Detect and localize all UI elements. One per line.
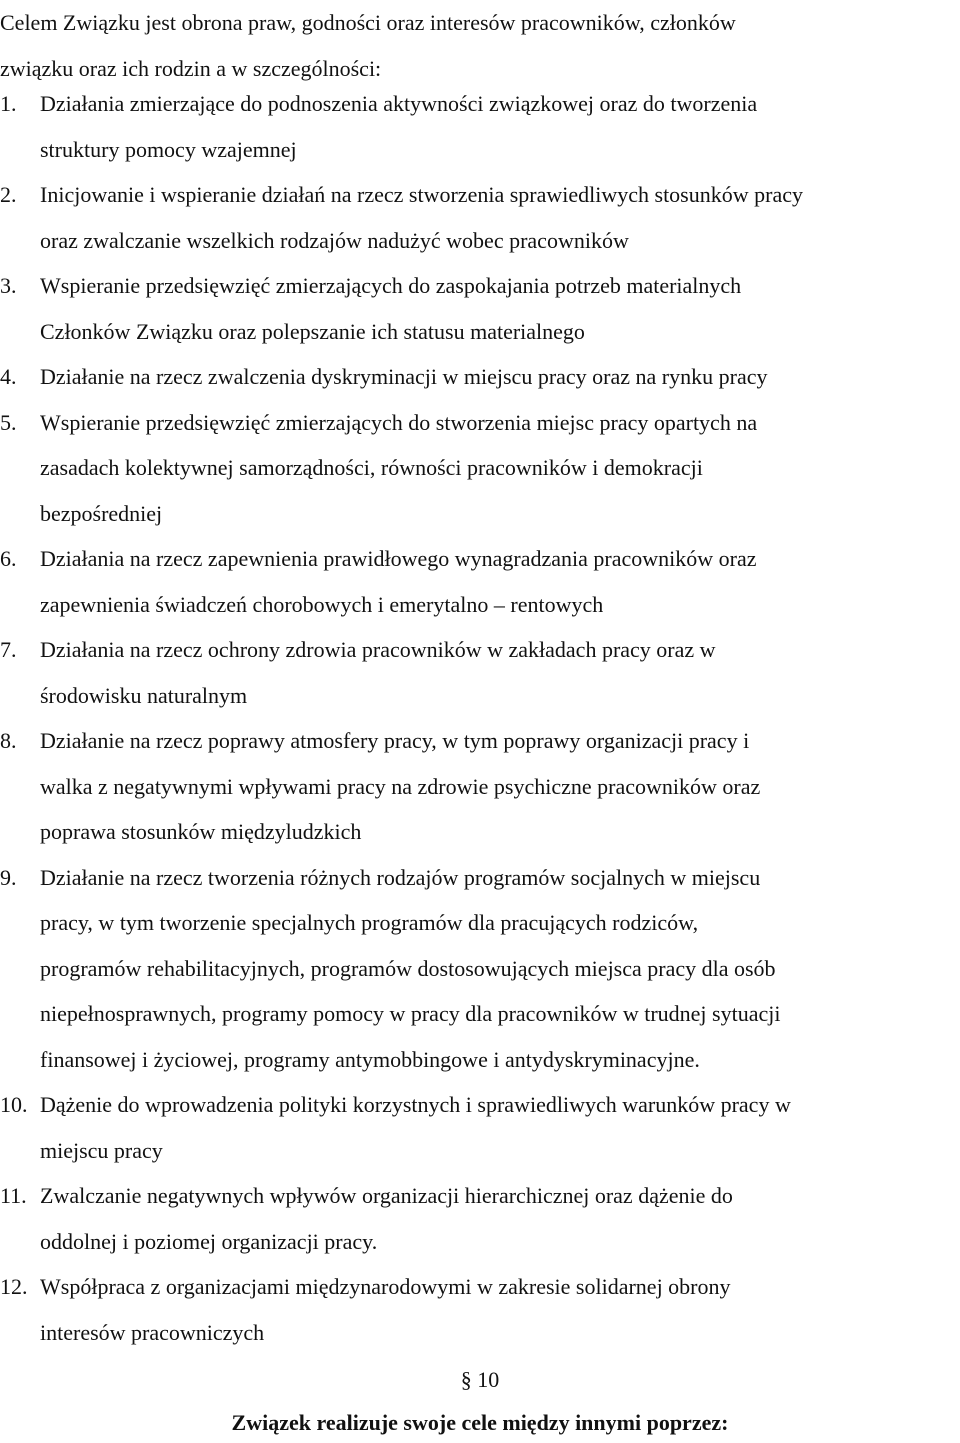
list-item-number: 6. bbox=[0, 546, 17, 571]
list-item bbox=[0, 627, 955, 718]
intro-line: związku oraz ich rodzin a w szczególności: bbox=[0, 55, 382, 81]
list-item-line: programów rehabilitacyjnych, programów dostosowujących miejsca pracy dla osób bbox=[40, 955, 776, 981]
list-item-line: Dążenie do wprowadzenia polityki korzystnych i sprawiedliwych warunków pracy w bbox=[40, 1092, 791, 1117]
list-item-line: zapewnienia świadczeń chorobowych i emerytalno – rentowych bbox=[40, 591, 604, 617]
list-item-number: 9. bbox=[0, 864, 17, 890]
list-item-number: 3. bbox=[0, 273, 17, 298]
list-item-text bbox=[40, 354, 955, 400]
list-item bbox=[0, 400, 955, 537]
list-item-line: walka z negatywnymi wpływami pracy na zdrowie psychiczne pracowników oraz bbox=[40, 773, 761, 799]
list-item-text bbox=[40, 400, 955, 537]
list-item-line: oraz zwalczanie wszelkich rodzajów nadużyć wobec pracowników bbox=[40, 227, 629, 253]
list-item bbox=[0, 354, 955, 400]
list-item-line: Działania zmierzające do podnoszenia aktywności związkowej oraz do tworzenia bbox=[40, 91, 758, 116]
list-item-line: Wspieranie przedsięwzięć zmierzających do stworzenia miejsc pracy opartych na bbox=[40, 409, 758, 435]
list-item bbox=[0, 172, 955, 263]
list-item-line: pracy, w tym tworzenie specjalnych programów dla pracujących rodziców, bbox=[40, 910, 699, 935]
list-item-text bbox=[40, 172, 955, 263]
list-item-text bbox=[40, 627, 955, 718]
list-item-text bbox=[40, 263, 955, 354]
list-item-line: Działania na rzecz zapewnienia prawidłowego wynagradzania pracowników oraz bbox=[40, 546, 757, 571]
list-item-number: 11. bbox=[0, 1183, 27, 1208]
list-item bbox=[0, 263, 955, 354]
list-item-line: finansowej i życiowej, programy antymobbingowe i antydyskryminacyjne. bbox=[40, 1046, 700, 1072]
list-item-line: Zwalczanie negatywnych wpływów organizacji hierarchicznej oraz dążenie do bbox=[40, 1183, 733, 1208]
section-number: § 10 bbox=[460, 1367, 500, 1392]
list-item-line: Inicjowanie i wspieranie działań na rzecz stworzenia sprawiedliwych stosunków pracy bbox=[40, 182, 803, 207]
list-item-line: poprawa stosunków międzyludzkich bbox=[40, 819, 362, 844]
list-item-text bbox=[40, 81, 955, 172]
section-heading: Związek realizuje swoje cele między innymi poprzez: bbox=[231, 1410, 729, 1435]
list-item-number: 12. bbox=[0, 1274, 28, 1299]
list-item-line: struktury pomocy wzajemnej bbox=[40, 136, 297, 162]
list-item-line: zasadach kolektywnej samorządności, równości pracowników i demokracji bbox=[40, 455, 703, 480]
list-item-line: Współpraca z organizacjami międzynarodowymi w zakresie solidarnej obrony bbox=[40, 1274, 731, 1299]
list-item bbox=[0, 1264, 955, 1355]
list-item-line: Działanie na rzecz tworzenia różnych rodzajów programów socjalnych w miejscu bbox=[40, 864, 761, 890]
list-item-line: oddolnej i poziomej organizacji pracy. bbox=[40, 1228, 378, 1254]
list-item-text bbox=[40, 536, 955, 627]
list-item-text bbox=[40, 855, 955, 1083]
list-item bbox=[0, 1082, 955, 1173]
list-item-number: 5. bbox=[0, 409, 17, 435]
intro-paragraph bbox=[0, 0, 955, 91]
list-item-number: 7. bbox=[0, 637, 17, 662]
list-item-line: Działanie na rzecz zwalczenia dyskryminacji w miejscu pracy oraz na rynku pracy bbox=[40, 364, 768, 389]
list-item-line: niepełnosprawnych, programy pomocy w pracy dla pracowników w trudnej sytuacji bbox=[40, 1001, 781, 1026]
list-item-line: środowisku naturalnym bbox=[40, 682, 248, 708]
list-item-number: 2. bbox=[0, 182, 17, 207]
list-item-number: 1. bbox=[0, 91, 17, 116]
list-item-number: 10. bbox=[0, 1092, 28, 1117]
list-item-line: interesów pracowniczych bbox=[40, 1319, 265, 1345]
list-item bbox=[0, 1173, 955, 1264]
list-item-text bbox=[40, 1082, 955, 1173]
list-item-text bbox=[40, 1264, 955, 1355]
list-item bbox=[0, 855, 955, 1083]
list-item-number: 4. bbox=[0, 364, 17, 389]
list-item-text bbox=[40, 1173, 955, 1264]
list-item-line: Członków Związku oraz polepszanie ich statusu materialnego bbox=[40, 318, 585, 344]
list-item bbox=[0, 81, 955, 172]
list-item-number: 8. bbox=[0, 728, 17, 753]
goals-list bbox=[0, 81, 955, 1355]
list-item-line: Działanie na rzecz poprawy atmosfery pracy, w tym poprawy organizacji pracy i bbox=[40, 728, 750, 753]
list-item-line: miejscu pracy bbox=[40, 1137, 163, 1163]
list-item bbox=[0, 718, 955, 855]
list-item-line: Wspieranie przedsięwzięć zmierzających do zaspokajania potrzeb materialnych bbox=[40, 273, 742, 298]
intro-line: Celem Związku jest obrona praw, godności oraz interesów pracowników, członków bbox=[0, 10, 736, 35]
list-item bbox=[0, 536, 955, 627]
list-item-text bbox=[40, 718, 955, 855]
list-item-line: bezpośredniej bbox=[40, 500, 163, 526]
list-item-line: Działania na rzecz ochrony zdrowia pracowników w zakładach pracy oraz w bbox=[40, 637, 716, 662]
